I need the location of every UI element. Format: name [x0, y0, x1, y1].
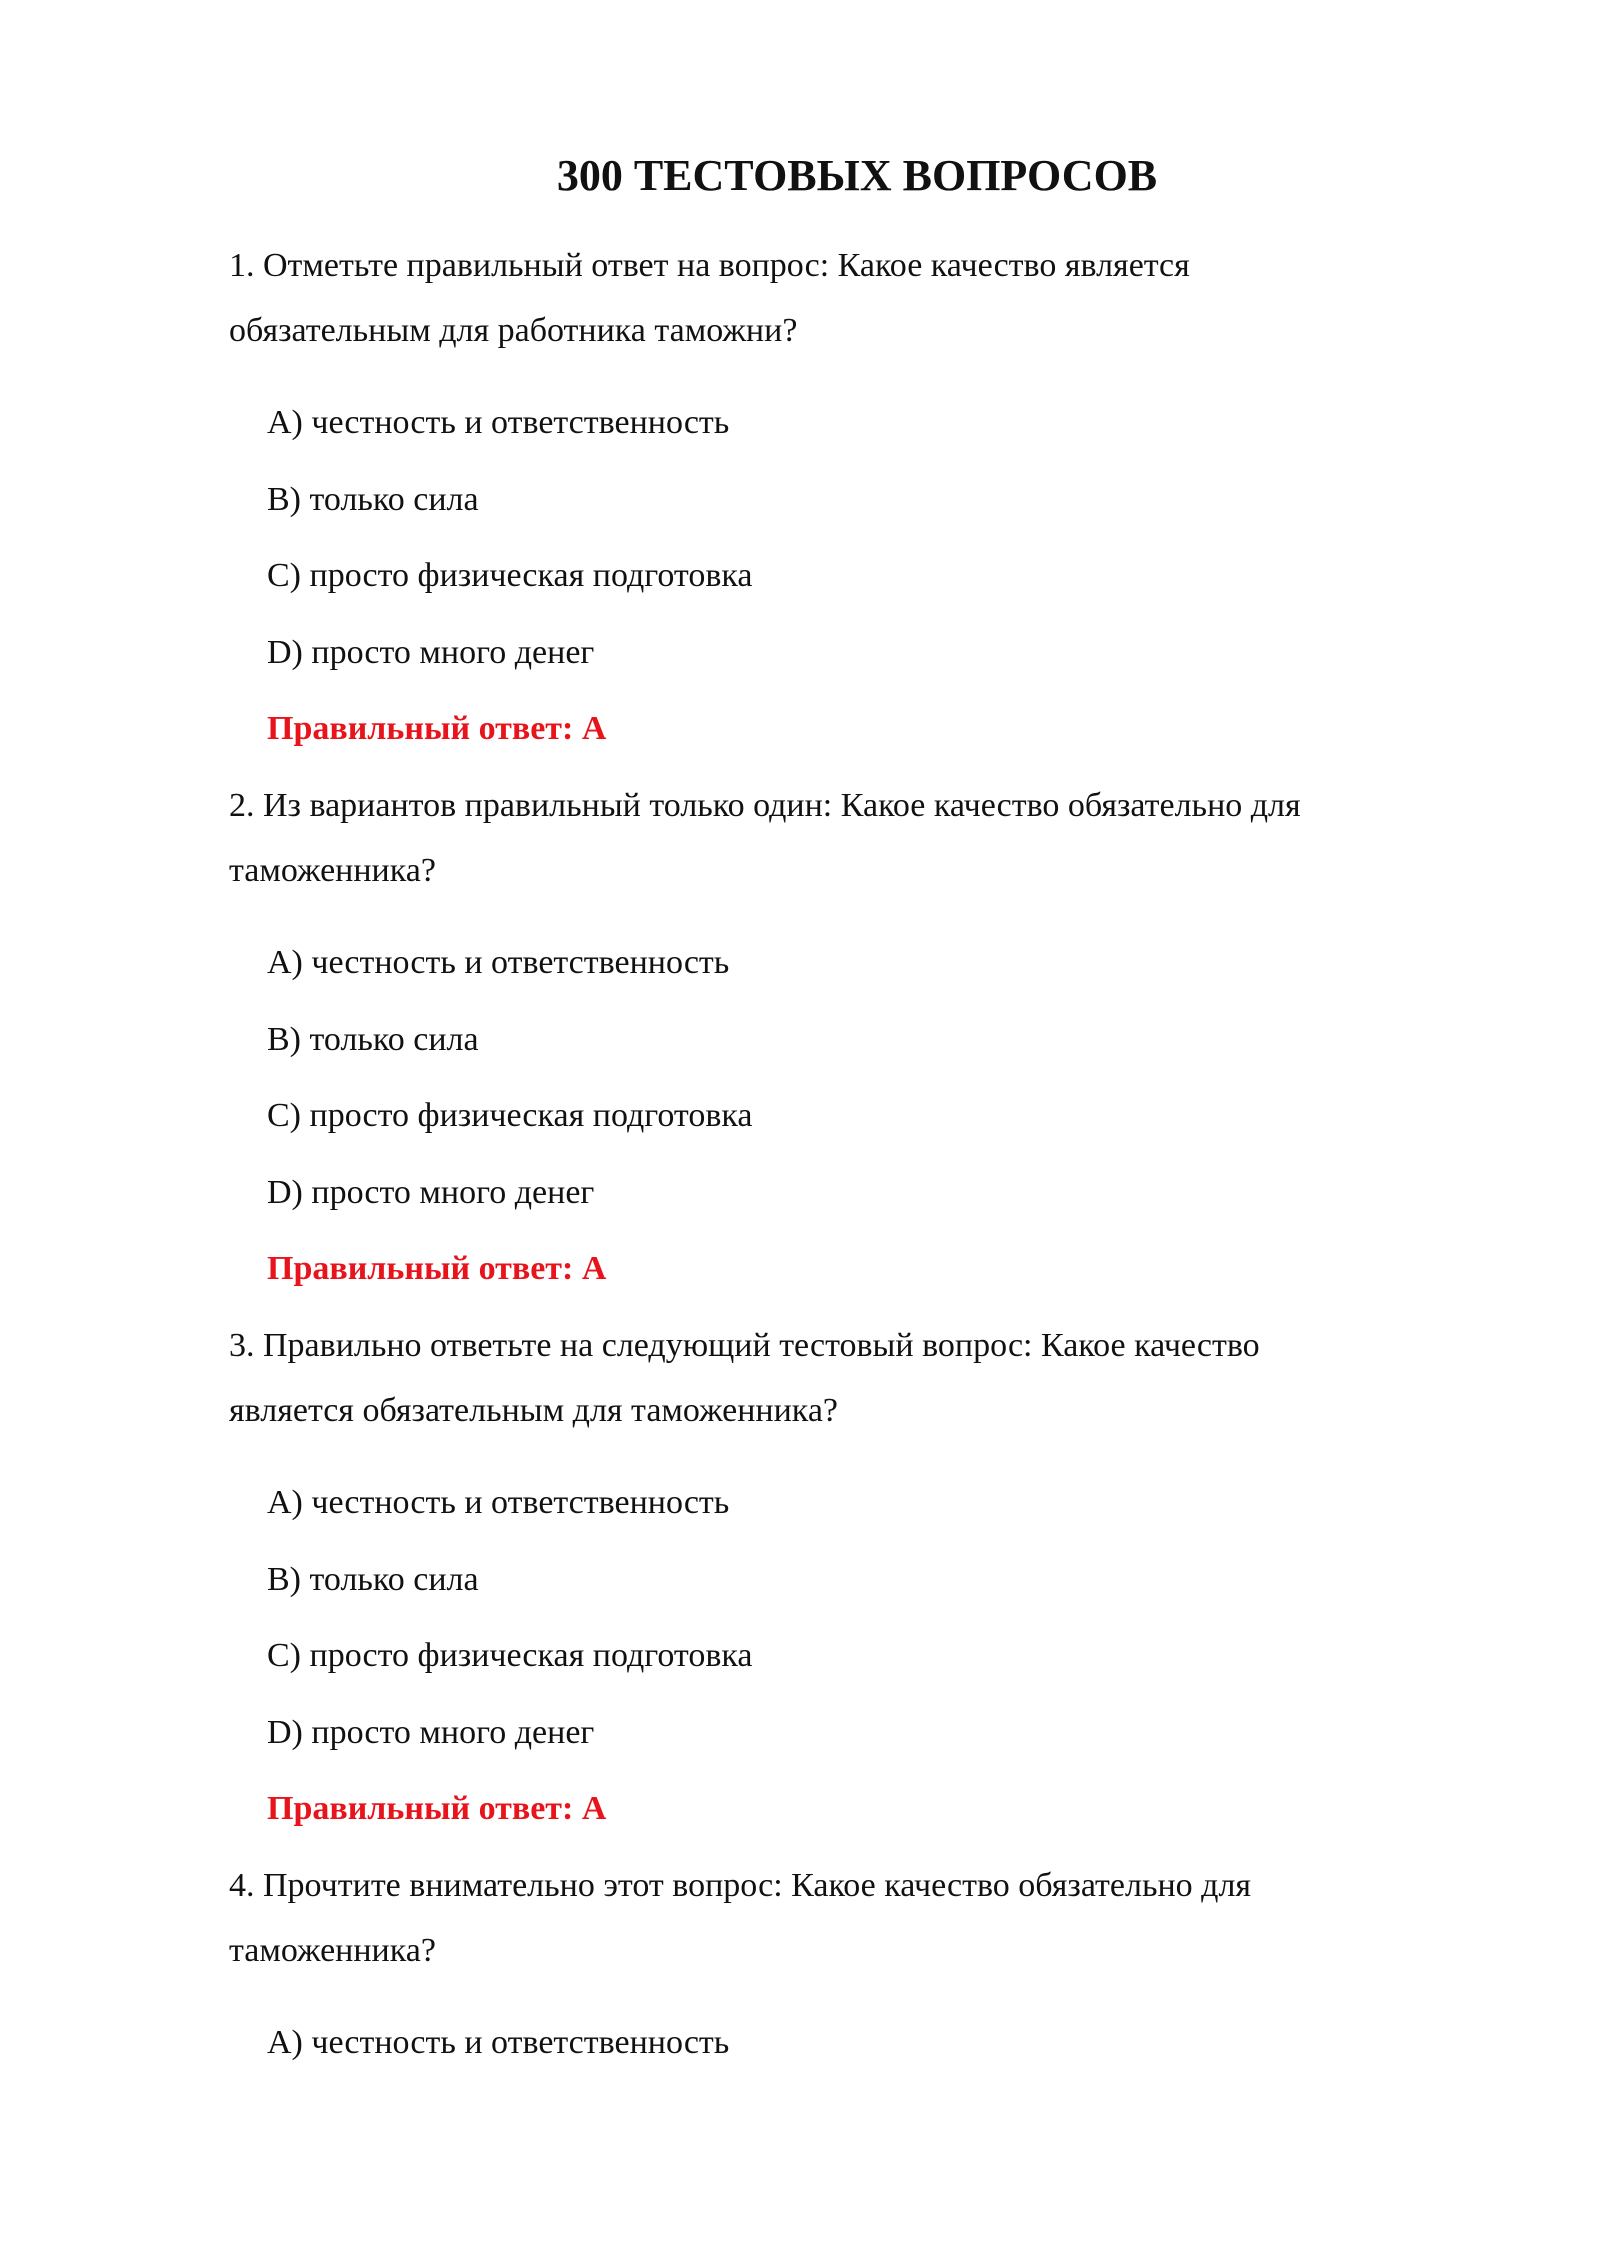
question-3-option-c: C) просто физическая подготовка — [267, 1637, 753, 1674]
question-2-option-d: D) просто много денег — [267, 1174, 595, 1211]
question-3-option-d: D) просто много денег — [267, 1714, 595, 1751]
page-title: 300 ТЕСТОВЫХ ВОПРОСОВ — [556, 151, 1158, 200]
question-4-option-a: A) честность и ответственность — [267, 2024, 730, 2061]
question-2-option-c: C) просто физическая подготовка — [267, 1097, 753, 1134]
question-2-option-a: A) честность и ответственность — [267, 944, 730, 981]
question-3-text-line1: 3. Правильно ответьте на следующий тестовый вопрос: Какое качество — [229, 1327, 1260, 1364]
question-3-option-a: A) честность и ответственность — [267, 1484, 730, 1521]
question-3-option-b: B) только сила — [267, 1561, 479, 1598]
question-4-text-line1: 4. Прочтите внимательно этот вопрос: Какое качество обязательно для — [229, 1867, 1252, 1904]
question-3-correct-answer: Правильный ответ: A — [267, 1790, 607, 1827]
question-1-option-c: C) просто физическая подготовка — [267, 557, 753, 594]
question-1-option-b: B) только сила — [267, 481, 479, 518]
question-1-text-line2: обязательным для работника таможни? — [229, 312, 798, 349]
question-2-correct-answer: Правильный ответ: A — [267, 1250, 607, 1287]
question-4-text-line2: таможенника? — [229, 1932, 436, 1969]
question-1-option-a: A) честность и ответственность — [267, 404, 730, 441]
question-3-text-line2: является обязательным для таможенника? — [229, 1392, 838, 1429]
question-2-option-b: B) только сила — [267, 1021, 479, 1058]
question-2-text-line1: 2. Из вариантов правильный только один: Какое качество обязательно для — [229, 787, 1301, 824]
question-1-correct-answer: Правильный ответ: A — [267, 710, 607, 747]
question-2-text-line2: таможенника? — [229, 852, 436, 889]
question-1-option-d: D) просто много денег — [267, 634, 595, 671]
question-1-text-line1: 1. Отметьте правильный ответ на вопрос: Какое качество является — [229, 247, 1190, 284]
